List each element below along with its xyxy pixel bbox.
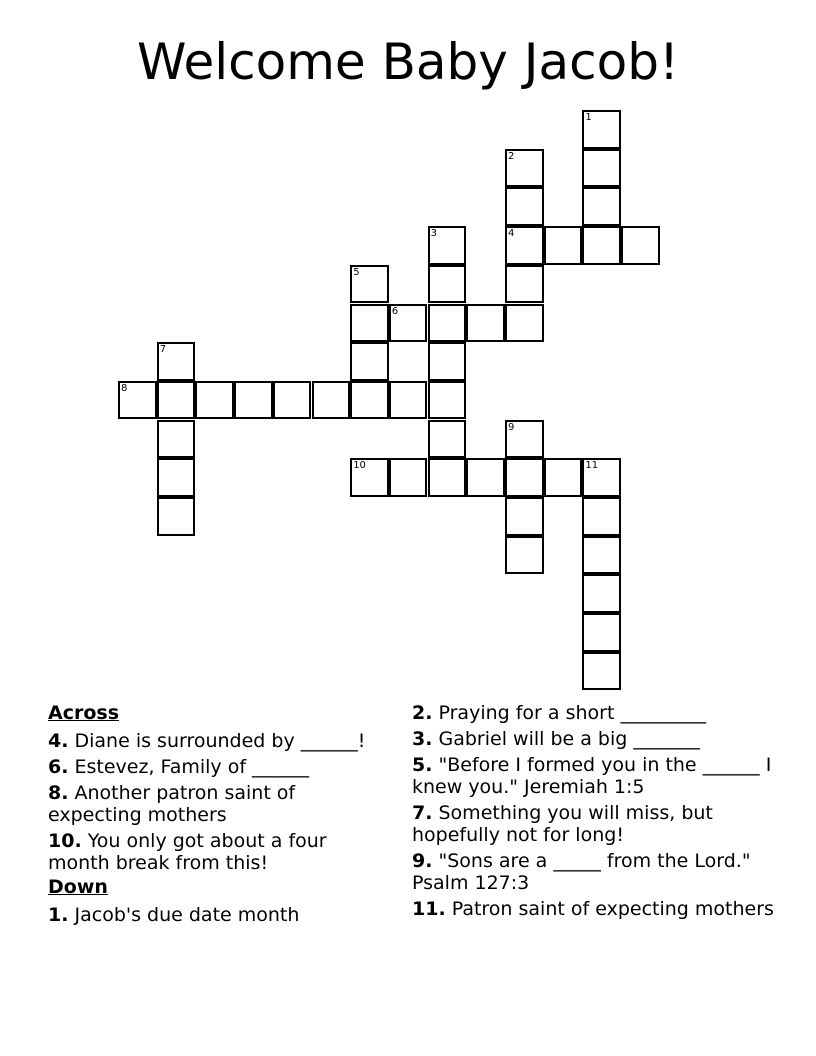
clue-text: "Before I formed you in the ______ I knew you." Jeremiah 1:5 — [412, 754, 772, 798]
cell-number: 8 — [121, 382, 128, 394]
grid-cell[interactable] — [157, 381, 196, 420]
clue-number: 1. — [48, 904, 69, 926]
grid-cell[interactable] — [273, 381, 312, 420]
clue-text: Jacob's due date month — [74, 904, 300, 926]
grid-cell[interactable] — [582, 110, 621, 149]
cell-number: 7 — [159, 344, 167, 356]
clue-text: Gabriel will be a big _______ — [438, 728, 700, 750]
grid-cell[interactable] — [505, 265, 544, 304]
grid-cell[interactable] — [582, 574, 621, 613]
grid-cell[interactable] — [582, 536, 621, 575]
clues-right-column — [412, 702, 782, 924]
cell-number: 2 — [508, 150, 515, 162]
page-title: Welcome Baby Jacob! — [136, 33, 680, 91]
clue-text: You only got about a four month break from this! — [48, 830, 327, 874]
clue-number: 5. — [412, 754, 433, 776]
grid-cell[interactable] — [195, 381, 234, 420]
clue-text: Another patron saint of expecting mothers — [48, 782, 296, 826]
grid-cell[interactable] — [544, 458, 583, 497]
grid-cell[interactable] — [350, 458, 389, 497]
grid-cell[interactable] — [389, 304, 428, 343]
grid-cell[interactable] — [389, 381, 428, 420]
cell-number: 4 — [508, 228, 515, 240]
grid-cell[interactable] — [428, 381, 467, 420]
grid-cell[interactable] — [466, 304, 505, 343]
clue-across-8 — [48, 782, 368, 826]
down-heading: Down — [48, 876, 108, 898]
clue-down-5 — [412, 754, 782, 798]
cell-number: 3 — [430, 228, 437, 240]
grid-cell[interactable] — [505, 458, 544, 497]
grid-cell[interactable] — [428, 420, 467, 459]
grid-cell[interactable] — [505, 536, 544, 575]
grid-cell[interactable] — [505, 420, 544, 459]
grid-cell[interactable] — [428, 226, 467, 265]
cell-number: 10 — [353, 460, 366, 472]
grid-cell[interactable] — [157, 458, 196, 497]
clue-down-3 — [412, 728, 782, 750]
grid-cell[interactable] — [428, 304, 467, 343]
grid-cell[interactable] — [582, 613, 621, 652]
clue-text: Patron saint of expecting mothers — [451, 898, 774, 920]
grid-cell[interactable] — [157, 497, 196, 536]
grid-cell[interactable] — [505, 187, 544, 226]
grid-cell[interactable] — [505, 304, 544, 343]
clue-down-1 — [48, 904, 368, 926]
cell-number: 1 — [585, 112, 592, 123]
grid-cell[interactable] — [466, 458, 505, 497]
cell-number: 9 — [508, 421, 515, 433]
grid-cell[interactable] — [505, 497, 544, 536]
across-heading: Across — [48, 702, 120, 724]
grid-cell[interactable] — [350, 342, 389, 381]
clue-across-4 — [48, 730, 368, 752]
grid-cell[interactable] — [428, 342, 467, 381]
clue-down-9 — [412, 850, 782, 894]
clue-number: 10. — [48, 830, 82, 852]
clue-number: 6. — [48, 756, 69, 778]
clue-down-11 — [412, 898, 782, 920]
clue-across-6 — [48, 756, 368, 778]
grid-cell[interactable] — [312, 381, 351, 420]
clue-down-7 — [412, 802, 782, 846]
grid-cell[interactable] — [582, 149, 621, 188]
clues-left-column — [48, 702, 368, 930]
grid-cell[interactable] — [157, 342, 196, 381]
clue-text: Estevez, Family of ______ — [74, 756, 310, 778]
grid-cell[interactable] — [621, 226, 660, 265]
grid-cell[interactable] — [582, 187, 621, 226]
clue-number: 8. — [48, 782, 69, 804]
grid-cell[interactable] — [118, 381, 157, 420]
grid-cell[interactable] — [157, 420, 196, 459]
cell-number: 5 — [353, 266, 360, 278]
clue-text: Praying for a short _________ — [438, 702, 706, 724]
clue-text: "Sons are a _____ from the Lord." Psalm 127:3 — [412, 850, 751, 894]
grid-cell[interactable] — [582, 497, 621, 536]
grid-cell[interactable] — [428, 265, 467, 304]
cell-number: 11 — [585, 460, 599, 472]
grid-cell[interactable] — [582, 458, 621, 497]
clue-down-2 — [412, 702, 782, 724]
cell-number: 6 — [391, 305, 399, 317]
grid-cell[interactable] — [234, 381, 273, 420]
clue-number: 9. — [412, 850, 433, 872]
grid-cell[interactable] — [389, 458, 428, 497]
clue-number: 4. — [48, 730, 69, 752]
grid-cell[interactable] — [350, 304, 389, 343]
clue-across-10 — [48, 830, 368, 874]
grid-cell[interactable] — [505, 149, 544, 188]
clue-number: 7. — [412, 802, 433, 824]
grid-cell[interactable] — [350, 265, 389, 304]
clue-text: Something you will miss, but hopefully not for long! — [412, 802, 713, 846]
clue-number: 3. — [412, 728, 433, 750]
clue-number: 11. — [412, 898, 446, 920]
clue-text: Diane is surrounded by ______! — [74, 730, 366, 752]
grid-cell[interactable] — [544, 226, 583, 265]
grid-cell[interactable] — [350, 381, 389, 420]
grid-cell[interactable] — [582, 652, 621, 691]
grid-cell[interactable] — [505, 226, 544, 265]
grid-cell[interactable] — [582, 226, 621, 265]
clue-number: 2. — [412, 702, 433, 724]
grid-cell[interactable] — [428, 458, 467, 497]
